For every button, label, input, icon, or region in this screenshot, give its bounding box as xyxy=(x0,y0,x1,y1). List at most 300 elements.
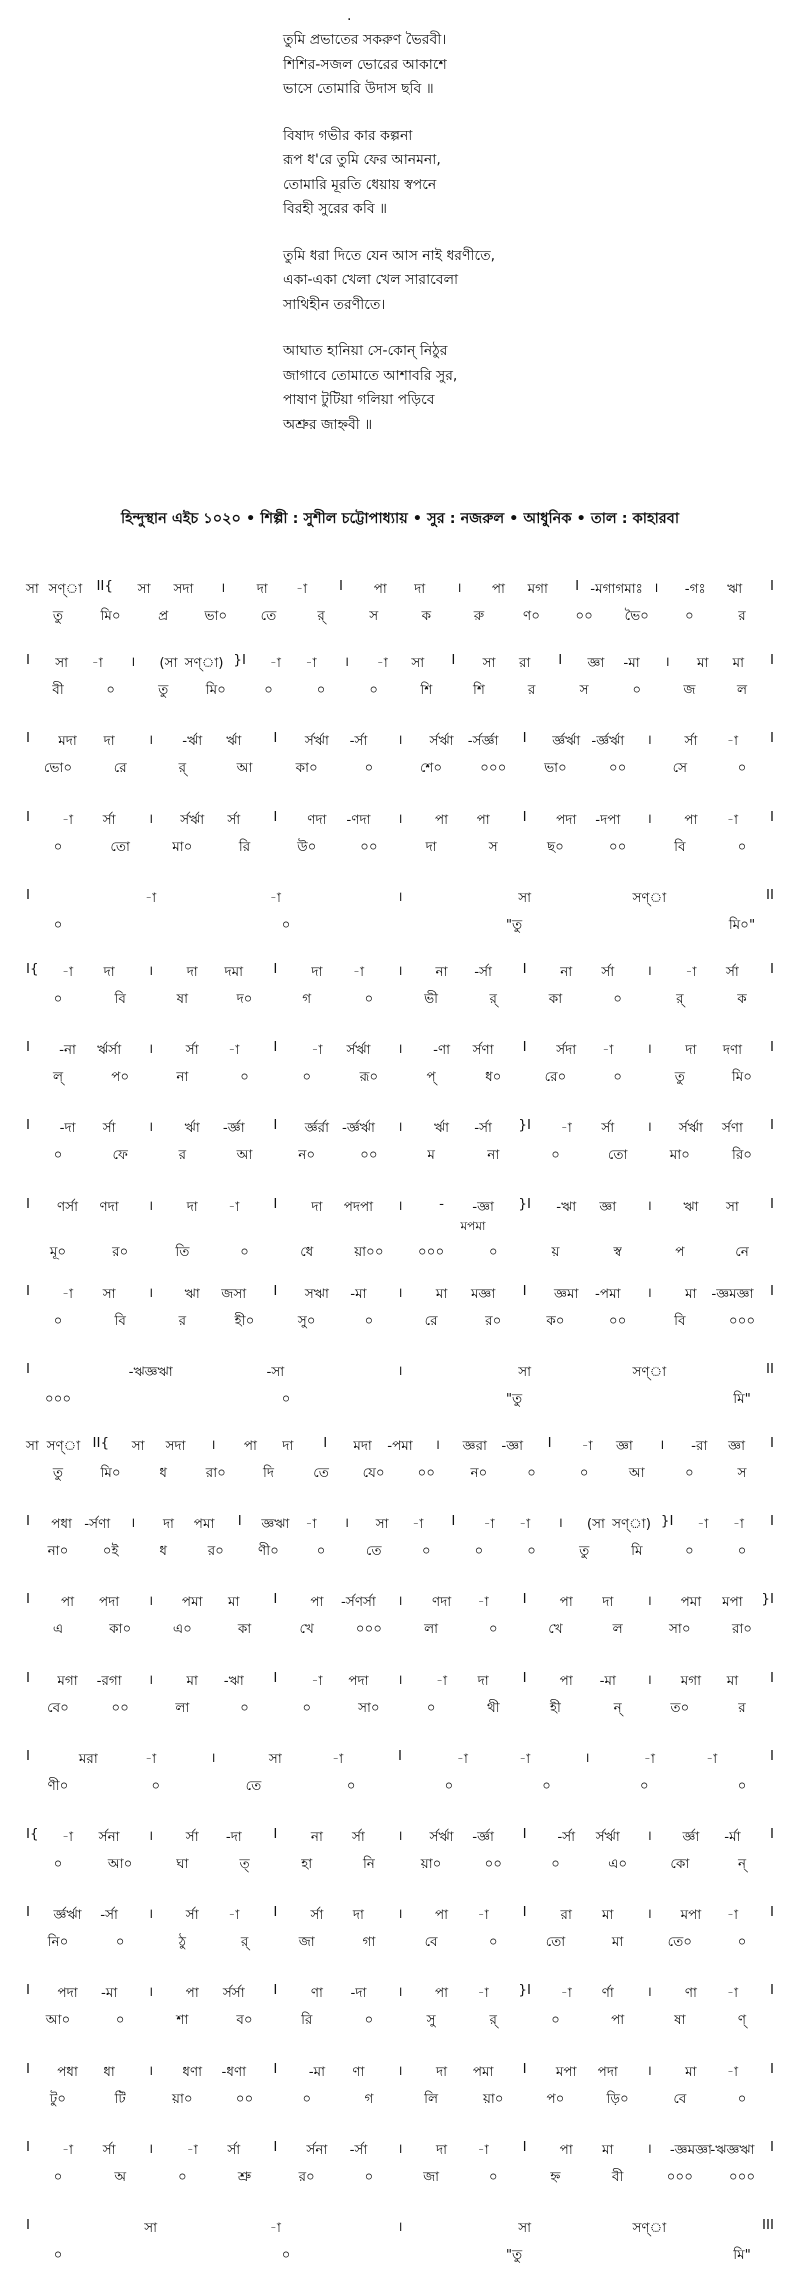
notation-token: I xyxy=(26,1591,30,1607)
notation-token: I xyxy=(522,961,527,977)
bani-token: তে xyxy=(260,608,277,624)
notation-token: -া xyxy=(726,812,738,828)
notation-token: রা xyxy=(560,1907,572,1923)
bani-token: ন্ xyxy=(613,1700,622,1716)
top-mark: · xyxy=(347,12,352,28)
swaralipi-line xyxy=(18,2061,782,2083)
bani-token: স xyxy=(369,608,379,624)
notation-token: -দা xyxy=(350,1985,367,2001)
bani-token: সে xyxy=(672,760,688,776)
notation-token: মদা xyxy=(58,733,77,749)
notation-token: । xyxy=(646,1198,652,1214)
bani-token: ০ xyxy=(737,839,747,855)
bani-token: ০ xyxy=(737,1543,747,1559)
bani-token: তু xyxy=(52,608,64,624)
bani-token: রি xyxy=(301,2012,313,2028)
notation-token: -র্জ্ঞর্ঋা xyxy=(342,1120,375,1136)
notation-token: । xyxy=(653,580,659,596)
notation-token: -া xyxy=(456,1751,468,1767)
bani-token: তু xyxy=(52,1465,64,1481)
notation-token: । xyxy=(397,1119,403,1135)
notation-token: I xyxy=(770,961,774,977)
bani-token: তে xyxy=(365,1543,382,1559)
notation-token: । xyxy=(397,1906,403,1922)
notation-token: । xyxy=(148,811,154,827)
notation-token: -সা xyxy=(266,1364,285,1380)
notation-token: -া xyxy=(726,1907,738,1923)
notation-token: -র্সা xyxy=(349,733,368,749)
notation-block xyxy=(18,1361,782,1410)
notation-token: -পমা xyxy=(595,1286,621,1302)
bani-token: ০০ xyxy=(360,839,378,855)
notation-token: র্সা xyxy=(227,2142,241,2158)
notation-token: -া xyxy=(61,1286,74,1302)
notation-token: । xyxy=(148,1119,154,1135)
bani-token: র্ xyxy=(240,1934,249,1950)
bani-token: ক xyxy=(421,608,432,624)
bani-token: কা xyxy=(237,1621,252,1637)
ornament-text: মপমা xyxy=(460,1219,486,1233)
bani-token: আ০ xyxy=(45,2012,71,2028)
bani-token: রি xyxy=(238,839,251,855)
notation-token: মা xyxy=(602,1907,614,1923)
bani-token: ০ xyxy=(542,1778,551,1794)
bani-token: ০ xyxy=(302,1069,312,1085)
bani-token: মি০ xyxy=(100,1465,121,1481)
notation-token: -মা xyxy=(100,1985,118,2001)
bani-token: প xyxy=(675,1244,685,1260)
notation-token: -র্জ্ঞর্ঋা xyxy=(591,733,625,749)
notation-token: -জ্ঞা xyxy=(501,1438,524,1454)
bani-token: ০ xyxy=(264,682,273,698)
bani-token: হা xyxy=(301,1856,313,1872)
notation-token: ণা xyxy=(684,1985,697,2001)
bani-token: পা xyxy=(611,2012,625,2028)
notation-token: -া xyxy=(581,1438,593,1454)
notation-token: জ্ঞরা xyxy=(462,1438,487,1454)
bani-token: খে xyxy=(299,1621,314,1637)
bani-token: জা xyxy=(298,1934,315,1950)
notation-token: সণ্া xyxy=(632,890,667,906)
notation-token: I xyxy=(26,2139,30,2155)
notation-token: দা xyxy=(352,1907,364,1923)
bani-token: ক০ xyxy=(546,1313,565,1329)
notation-token: । xyxy=(148,2141,154,2157)
bani-token: আ xyxy=(628,1465,645,1481)
bani-token: রে xyxy=(424,1313,438,1329)
notation-token: পমা xyxy=(181,1594,203,1610)
notation-token: মা xyxy=(435,1286,448,1302)
bani-token: গ xyxy=(302,991,312,1007)
notation-token: সা xyxy=(375,1516,389,1532)
bani-token: ০ xyxy=(115,2012,125,2028)
bani-token: ০ xyxy=(281,2247,291,2263)
notation-token: । xyxy=(397,732,403,748)
notation-token: I xyxy=(522,1039,527,1055)
notation-token: I xyxy=(522,2061,527,2077)
notation-token: র্জ্ঞর্ঋা xyxy=(552,733,581,749)
notation-token: । xyxy=(344,1515,350,1531)
notation-token: -র্ঋা xyxy=(182,733,203,749)
bani-token: ত্ xyxy=(239,1856,250,1872)
bani-token: না xyxy=(176,1069,189,1085)
bani-token: শে০ xyxy=(419,760,443,776)
bani-token: "তু xyxy=(505,917,523,933)
bani-token: ০ xyxy=(488,2169,498,2185)
bani-token: বে xyxy=(673,2091,687,2107)
bani-token: মা০ xyxy=(172,839,193,855)
notation-token: I xyxy=(273,1982,278,1998)
notation-token: -মা xyxy=(623,655,640,671)
notation-token: ণদা xyxy=(307,812,327,828)
bani-token: ০ xyxy=(426,1700,436,1716)
notation-token: । xyxy=(646,1906,652,1922)
notation-token: -পমা xyxy=(387,1438,413,1454)
notation-block xyxy=(18,809,782,858)
notation-token: -া xyxy=(560,1985,572,2001)
bani-line xyxy=(18,1144,782,1166)
bani-token: ০ xyxy=(53,1856,63,1872)
notation-token: -র্সণা xyxy=(84,1516,111,1532)
bani-token: ০০ xyxy=(111,1700,129,1716)
notation-token: -র্সা xyxy=(474,964,492,980)
bani-token: লা xyxy=(424,1621,439,1637)
notation-token: I xyxy=(770,578,774,594)
notation-token: র্সা xyxy=(102,812,116,828)
bani-token: ০ xyxy=(639,1778,649,1794)
notation-token: -মা xyxy=(350,1286,367,1302)
bani-token: প্র xyxy=(158,608,169,624)
notation-token: র্সা xyxy=(102,1120,116,1136)
song-lyrics xyxy=(283,28,743,459)
notation-token: পমা xyxy=(193,1516,215,1532)
notation-token: র্সর্সা xyxy=(222,1985,245,2001)
bani-token: প্ xyxy=(426,1069,436,1085)
notation-token: I xyxy=(770,2061,774,2077)
notation-token: I xyxy=(26,809,30,825)
bani-line xyxy=(18,1618,782,1640)
bani-token: না০ xyxy=(47,1543,69,1559)
notation-token: । xyxy=(646,2063,652,2079)
bani-token: র০ xyxy=(207,1543,224,1559)
bani-token: রূ০ xyxy=(359,1069,379,1085)
notation-token: I xyxy=(522,1670,527,1686)
bani-token: ০ xyxy=(737,760,747,776)
notation-token: -া xyxy=(376,655,388,671)
bani-token: ০ xyxy=(53,2169,63,2185)
bani-token: ০ xyxy=(551,1147,560,1163)
notation-token: পা xyxy=(373,581,387,597)
notation-token: I xyxy=(26,887,30,903)
bani-token: র্ xyxy=(317,608,325,624)
bani-token: এ০ xyxy=(608,1856,628,1872)
bani-token: ধ xyxy=(159,1543,168,1559)
notation-token: পা xyxy=(61,1594,75,1610)
notation-token: I xyxy=(575,578,580,594)
notation-token: -া xyxy=(296,581,308,597)
bani-token: ০ xyxy=(551,2012,560,2028)
notation-token: সা xyxy=(131,1438,145,1454)
bani-token: নে xyxy=(735,1244,749,1260)
ornament-note xyxy=(18,1218,782,1236)
notation-token: সা xyxy=(518,890,532,906)
stanza-1 xyxy=(283,28,743,102)
bani-line xyxy=(18,757,782,779)
swaralipi-line xyxy=(18,1513,782,1535)
notation-token: র্সর্ঋা xyxy=(346,1042,371,1058)
notation-token: -া xyxy=(477,1594,489,1610)
bani-token: ০০ xyxy=(484,1856,503,1872)
bani-token: ০ xyxy=(684,1465,694,1481)
notation-token: -মা xyxy=(599,1673,616,1689)
notation-token: । xyxy=(397,889,403,905)
notation-token: -র্মা xyxy=(724,1829,741,1845)
bani-token: র xyxy=(738,1700,746,1716)
notation-token: -া xyxy=(145,890,157,906)
bani-token: বি xyxy=(114,991,126,1007)
bani-token: ধে xyxy=(300,1244,314,1260)
notation-token: -রগা xyxy=(96,1673,122,1689)
bani-token: ক xyxy=(737,991,747,1007)
bani-token: দি xyxy=(262,1465,274,1481)
bani-token: ণী০ xyxy=(258,1543,279,1559)
notation-token: র্সর্ঋা xyxy=(429,1829,454,1845)
notation-token: I xyxy=(26,1670,30,1686)
notation-token: মগা xyxy=(680,1673,702,1689)
notation-token: জ্ঞা xyxy=(615,1438,633,1454)
notation-token: I xyxy=(273,1826,278,1842)
bani-token: ০ xyxy=(579,1465,589,1481)
notation-token: }I xyxy=(518,1982,531,1998)
notation-token: -া xyxy=(477,1907,489,1923)
bani-token: এ xyxy=(52,1621,64,1637)
notation-token: দা xyxy=(103,964,115,980)
notation-token: -জ্ঞমজ্ঞা xyxy=(711,1286,754,1302)
notation-token: র্সর্ঋা xyxy=(429,733,454,749)
bani-token: উ০ xyxy=(297,839,317,855)
bani-token: তে xyxy=(313,1465,329,1481)
notation-token: I xyxy=(26,1196,30,1212)
swaralipi-line xyxy=(18,1196,782,1218)
notation-token: -া xyxy=(435,1673,448,1689)
notation-token: II xyxy=(766,887,774,903)
bani-token: রে০ xyxy=(544,1069,567,1085)
bani-token: কা xyxy=(548,991,563,1007)
notation-token: দা xyxy=(602,1594,614,1610)
bani-token: বে xyxy=(424,1934,438,1950)
bani-token: র xyxy=(178,1313,187,1329)
bani-token: ০ xyxy=(684,608,694,624)
notation-token: । xyxy=(646,1285,652,1301)
notation-token: র্সর্ঋা xyxy=(180,812,205,828)
notation-token: -া xyxy=(477,1985,489,2001)
bani-token: ষা xyxy=(176,991,189,1007)
notation-token: I xyxy=(770,1826,774,1842)
bani-token: ০০০ xyxy=(355,1621,383,1637)
notation-token: -া xyxy=(269,890,281,906)
notation-token: -া xyxy=(685,964,697,980)
notation-token: I xyxy=(273,1670,278,1686)
notation-token: I xyxy=(26,1361,30,1377)
notation-block xyxy=(18,1283,782,1332)
notation-token: র্সা xyxy=(185,1829,199,1845)
swaralipi-line xyxy=(18,887,782,909)
bani-token: মি" xyxy=(733,2247,751,2263)
notation-token: । xyxy=(148,732,154,748)
bani-token: র xyxy=(738,608,746,624)
swaralipi-line xyxy=(18,2139,782,2161)
notation-token: র্সা xyxy=(726,964,739,980)
notation-token: I xyxy=(273,809,278,825)
notation-token: -মগাগমাঃ xyxy=(590,581,643,597)
bani-token: না xyxy=(487,1147,500,1163)
notation-token: পা xyxy=(476,812,490,828)
notation-token: -দা xyxy=(225,1829,242,1845)
notation-token: I xyxy=(273,1904,278,1920)
notation-token: -ঋা xyxy=(223,1673,244,1689)
notation-token: -া xyxy=(61,1829,74,1845)
swaralipi-line xyxy=(18,809,782,831)
notation-token: I xyxy=(451,1513,456,1529)
bani-token: মি০ xyxy=(731,1069,753,1085)
notation-token: II xyxy=(766,1361,774,1377)
bani-token: ০০০ xyxy=(417,1244,445,1260)
notation-token: । xyxy=(148,1198,154,1214)
lyric-line: অশ্রুর জাহ্নবী ॥ xyxy=(283,416,373,433)
notation-token: । xyxy=(646,1828,652,1844)
notation-block xyxy=(18,1982,782,2031)
bani-token: নি০ xyxy=(47,1934,69,1950)
swaralipi-line xyxy=(18,1039,782,1061)
notation-token: । xyxy=(220,580,226,596)
notation-token: -া xyxy=(311,1673,323,1689)
swaralipi-line xyxy=(18,1904,782,1926)
notation-token: পা xyxy=(185,1985,199,2001)
bani-token: ভৈ০ xyxy=(624,608,649,624)
notation-token: দমা xyxy=(224,964,244,980)
bani-token: ০ xyxy=(316,682,326,698)
notation-token: ধণা xyxy=(182,2064,203,2080)
lyric-line: রূপ ধ'রে তুমি ফের আনমনা, xyxy=(283,152,441,168)
notation-token: পধা xyxy=(51,1516,72,1532)
bani-token: ০ই xyxy=(102,1543,119,1559)
lyric-line: তুমি ধরা দিতে যেন আস নাই ধরণীতে, xyxy=(283,247,496,264)
notation-token: -জ্ঞা xyxy=(472,1199,494,1215)
notation-token: পা xyxy=(310,1594,324,1610)
notation-token: না xyxy=(560,964,573,980)
notation-token: -া xyxy=(311,1042,323,1058)
notation-token: সদা xyxy=(173,581,194,597)
notation-token: I xyxy=(26,1513,30,1529)
bani-token: সা০ xyxy=(669,1621,691,1637)
bani-token: ০ xyxy=(444,1778,454,1794)
bani-token: ০ xyxy=(281,917,291,933)
bani-token: ০ xyxy=(364,2169,374,2185)
notation-token: । xyxy=(148,1672,154,1688)
bani-token: কো xyxy=(670,1856,690,1872)
notation-token: জ্ঞা xyxy=(587,655,605,671)
bani-token: ড়ি০ xyxy=(606,2091,629,2107)
notation-token: I xyxy=(26,2217,30,2233)
bani-token: মি০ xyxy=(100,608,121,624)
lyric-line: তুমি প্রভাতের সকরুণ ভৈরবী। xyxy=(283,32,447,48)
notation-token: পদা xyxy=(348,1673,369,1689)
lyric-line: সাথিহীন তরণীতে। xyxy=(283,296,386,313)
bani-token: এ০ xyxy=(172,1621,192,1637)
notation-block xyxy=(18,2139,782,2188)
bani-token: ০ xyxy=(115,1934,125,1950)
notation-token: -র্সা xyxy=(349,2142,368,2158)
notation-token: I{ xyxy=(26,1826,39,1842)
notation-token: ধা xyxy=(103,2064,115,2080)
notation-token: । xyxy=(659,1437,665,1453)
notation-token: । xyxy=(148,963,154,979)
notation-token: -া xyxy=(560,1120,572,1136)
bani-token: প০ xyxy=(111,1069,130,1085)
bani-token: ০ xyxy=(737,2091,747,2107)
notation-token: I xyxy=(522,730,527,746)
bani-token: ০০০ xyxy=(480,760,507,776)
notation-token: । xyxy=(646,811,652,827)
bani-token: ভী xyxy=(424,991,439,1007)
bani-token: স xyxy=(737,1465,747,1481)
notation-token: -র্জ্ঞা xyxy=(472,1829,494,1845)
notation-token: -া xyxy=(61,2142,74,2158)
notation-token: -রা xyxy=(691,1438,708,1454)
notation-token: । xyxy=(646,732,652,748)
lyric-line: ভাসে তোমারি উদাস ছবি ॥ xyxy=(283,81,434,97)
swaralipi-line xyxy=(18,1283,782,1305)
bani-token: ভা০ xyxy=(544,760,567,776)
notation-token: র্ঋর্সা xyxy=(97,1042,122,1058)
notation-token: -র্সণর্সা xyxy=(341,1594,376,1610)
notation-token: মা xyxy=(186,1673,198,1689)
bani-token: দ০ xyxy=(236,991,253,1007)
bani-token: লা xyxy=(175,1700,190,1716)
notation-token: I xyxy=(26,1904,30,1920)
notation-token: I xyxy=(770,1196,774,1212)
bani-token: ০০০ xyxy=(666,2169,693,2185)
notation-token: র্ঋা xyxy=(184,1120,200,1136)
notation-block xyxy=(18,1826,782,1875)
bani-token: মি০ xyxy=(205,682,226,698)
notation-token: I xyxy=(273,1039,278,1055)
stanza-4 xyxy=(283,339,743,437)
notation-token: I xyxy=(770,1435,774,1451)
notation-token: র্ঋা xyxy=(434,1120,450,1136)
bani-token: ০ xyxy=(737,1934,747,1950)
bani-token: হী xyxy=(549,1700,561,1716)
bani-line xyxy=(18,605,782,627)
notation-token: I xyxy=(522,1591,527,1607)
bani-token: র xyxy=(527,682,536,698)
bani-token: ০ xyxy=(240,1700,249,1716)
bani-line xyxy=(18,2088,782,2110)
notation-token: -া xyxy=(352,964,364,980)
notation-token: সা xyxy=(26,581,39,597)
notation-token: -ঋজ্ঞঋা xyxy=(710,2142,755,2158)
bani-token: "তু xyxy=(505,2247,523,2263)
notation-token: ণা xyxy=(352,2064,365,2080)
notation-token: র্সনা xyxy=(306,2142,328,2158)
notation-token: । xyxy=(646,1984,652,2000)
bani-token: আ xyxy=(236,1147,253,1163)
notation-token: দা xyxy=(103,733,115,749)
notation-token: র্সা xyxy=(601,964,615,980)
notation-block xyxy=(18,961,782,1010)
notation-token: -দপা xyxy=(595,812,621,828)
notation-token: । xyxy=(210,1437,216,1453)
